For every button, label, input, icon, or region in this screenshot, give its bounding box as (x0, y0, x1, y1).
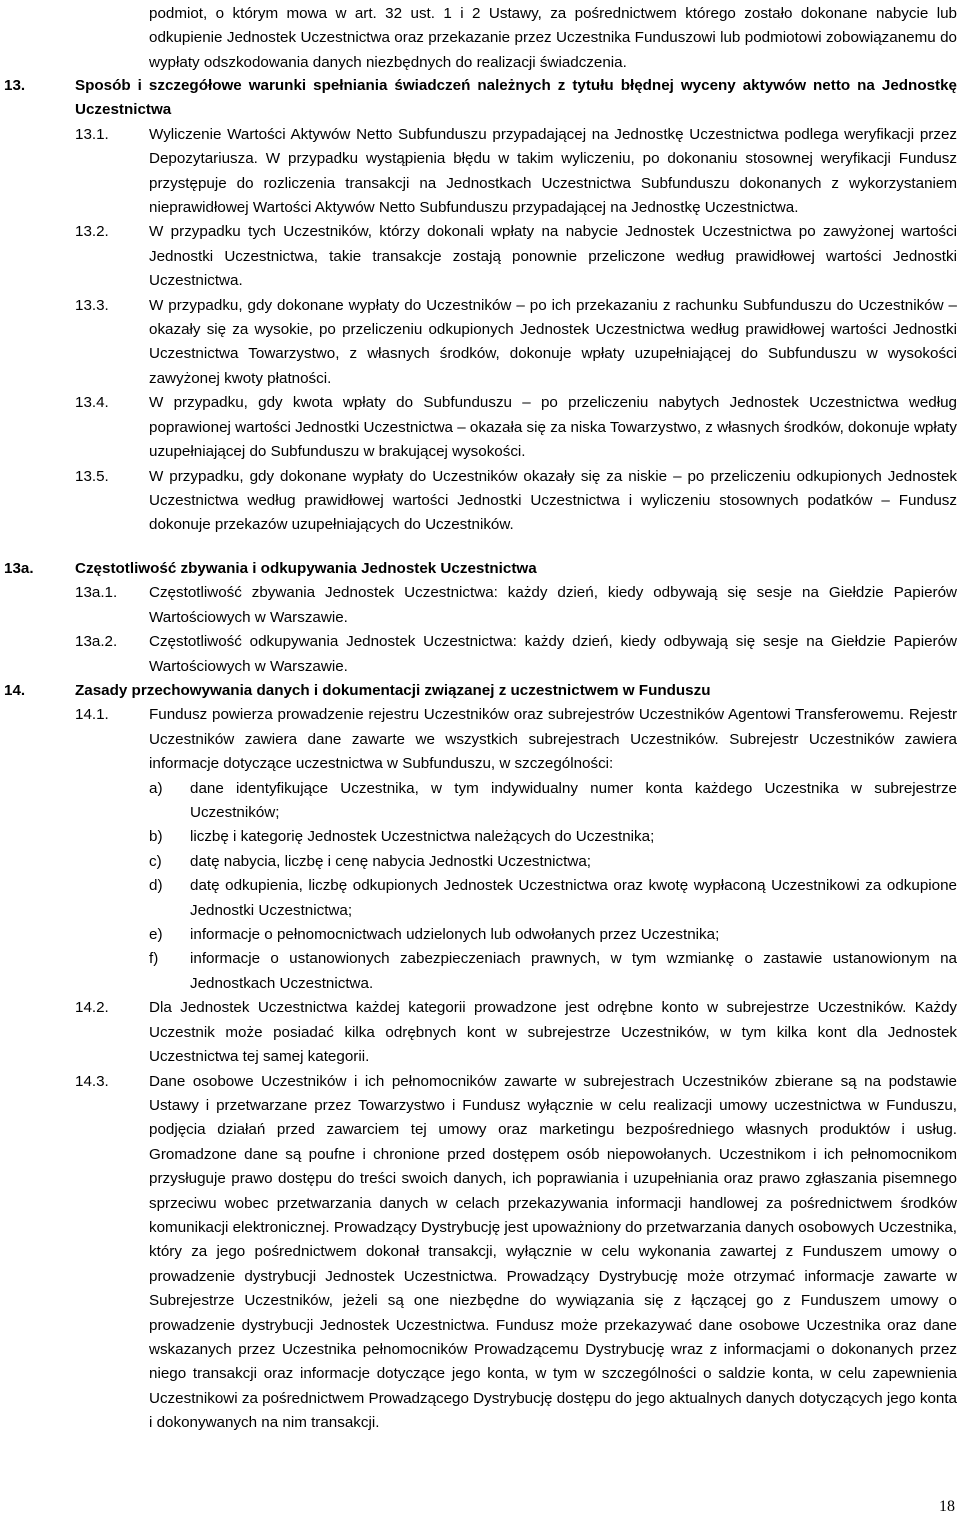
paragraph-13-1: 13.1. Wyliczenie Wartości Aktywów Netto Subfunduszu przypadającej na Jednostkę Uczestnictwa podlega weryfikacji przez Depozytariusza. W przypadku wystąpienia błędu w takim wyliczeniu, po dokonaniu stosownej weryfikacji Fundusz przystępuje do rozliczenia transakcji na Jednostkach Uczestnictwa Subfunduszu dokonanych z wykorzystaniem nieprawidłowej Wartości Aktywów Netto Subfunduszu przypadającej na Jednostkę Uczestnictwa. (75, 125, 957, 217)
section-13a-number: 13a. (4, 560, 34, 577)
list-item: b) liczbę i kategorię Jednostek Uczestnictwa należących do Uczestnika; (149, 828, 655, 846)
continuation-paragraph: podmiot, o którym mowa w art. 32 ust. 1 i 2 Ustawy, za pośrednictwem którego zostało dokonane nabycie lub odkupienie Jednostek Uczestnictwa oraz przekazanie przez Uczestnika Funduszowi lub podmiotowi zobowiązanemu do wypłaty odszkodowania danych niezbędnych do realizacji świadczenia. (149, 5, 957, 71)
paragraph-13-3: 13.3. W przypadku, gdy dokonane wypłaty do Uczestników – po ich przekazaniu z rachunku Subfunduszu do Uczestników – okazały się za wysokie, po przeliczeniu odkupionych Jednostek Uczestnictwa według prawidłowej wartości Jednostki Uczestnictwa Towarzystwo, z własnych środków, dokonuje wpłaty uzupełniającej do Subfunduszu w wysokości zawyżonej kwoty płatności. (75, 296, 957, 387)
list-item: c) datę nabycia, liczbę i cenę nabycia Jednostki Uczestnictwa; (149, 852, 591, 870)
section-13a-heading (0, 557, 957, 581)
paragraph-13-5: 13.5. W przypadku, gdy dokonane wypłaty do Uczestników okazały się za niskie – po przeliczeniu odkupionych Jednostek Uczestnictwa według prawidłowej wartości Jednostki Uczestnictwa i wyliczeniu stosownych podatków – Fundusz dokonuje przekazów uzupełniających do Uczestników. (75, 467, 957, 534)
section-14-heading (0, 679, 957, 703)
paragraph-13-2: 13.2. W przypadku tych Uczestników, którzy dokonali wpłaty na nabycie Jednostek Uczestnictwa po zawyżonej wartości Jednostki Uczestnictwa, takie transakcje zostają ponownie przeliczone według prawidłowej wartości Jednostki Uczestnictwa. (75, 223, 957, 290)
list-item: e) informacje o pełnomocnictwach udzielonych lub odwołanych przez Uczestnika; (149, 926, 720, 944)
section-13a (0, 557, 957, 679)
subregister-contents-list (0, 777, 957, 997)
paragraph-13a-2: 13a.2. Częstotliwość odkupywania Jednostek Uczestnictwa: każdy dzień, kiedy odbywają się sesje na Giełdzie Papierów Wartościowych w Warszawie. (75, 633, 957, 675)
section-13a-title: Częstotliwość zbywania i odkupywania Jednostek Uczestnictwa (75, 560, 537, 577)
section-14-title: Zasady przechowywania danych i dokumentacji związanej z uczestnictwem w Funduszu (75, 682, 711, 699)
paragraph-14-3: 14.3. Dane osobowe Uczestników i ich pełnomocników zawarte w subrejestrach Uczestników zbierane są na podstawie Ustawy i przetwarzane przez Towarzystwo i Fundusz wyłącznie w celu realizacji umowy uczestnictwa w Funduszu, podjęcia działań przed zawarciem tej umowy oraz marketingu bezpośredniego własnych produktów i usług. Gromadzone dane są poufne i chronione przed dostępem osób niepowołanych. Uczestnikom i ich pełnomocnikom przysługuje prawo dostępu do treści swoich danych, ich poprawiania i uzupełniania oraz prawo zgłaszania pisemnego sprzeciwu wobec przetwarzania danych w celach przekazywania informacji handlowej za pośrednictwem środków komunikacji elektronicznej. Prowadzący Dystrybucję jest upoważniony do przetwarzania danych osobowych Uczestnika, który za jego pośrednictwem dokonał transakcji, wyłącznie w celu wykonania zawartej z Funduszem umowy o prowadzenie dystrybucji Jednostek Uczestnictwa. Prowadzący Dystrybucję może otrzymać informacje zawarte w Subrejestrze Uczestników, jeżeli są one niezbędne do wywiązania się z łączącej go z Funduszem umowy o prowadzenie dystrybucji Jednostek Uczestnictwa. Fundusz może przekazywać dane osobowe Uczestnika oraz dane wskazanych przez Uczestnika pełnomocników Prowadzącemu Dystrybucję wraz z informacjami o dokonanych przez niego transakcji oraz informacje dotyczące jego konta, w tym w szczególności o saldzie konta, w celu zapewnienia Uczestnikowi za pośrednictwem Prowadzącego Dystrybucję dostępu do jego aktualnych danych dotyczących jego konta i dokonywanych na nim transakcji. (75, 1072, 957, 1432)
paragraph-13a-1: 13a.1. Częstotliwość zbywania Jednostek Uczestnictwa: każdy dzień, kiedy odbywają się sesje na Giełdzie Papierów Wartościowych w Warszawie. (75, 584, 957, 626)
section-13 (0, 74, 957, 538)
section-13-heading (0, 74, 957, 123)
section-13-title: Sposób i szczegółowe warunki spełniania świadczeń należnych z tytułu błędnej wyceny aktywów netto na Jednostkę Uczestnictwa (75, 77, 957, 119)
list-item: a) dane identyfikujące Uczestnika, w tym indywidualny numer konta każdego Uczestnika w subrejestrze Uczestników; (149, 779, 957, 822)
list-item: f) informacje o ustanowionych zabezpieczeniach prawnych, w tym wzmiankę o zastawie ustanowionym na Jednostkach Uczestnictwa. (149, 950, 957, 992)
paragraph-14-1: 14.1. Fundusz powierza prowadzenie rejestru Uczestników oraz subrejestrów Uczestników Agentowi Transferowemu. Rejestr Uczestników zawiera dane zawarte we wszystkich subrejestrach Uczestników. Subrejestr Uczestników zawiera informacje dotyczące uczestnictwa w Subfunduszu, w szczególności: (75, 706, 957, 773)
list-item: d) datę odkupienia, liczbę odkupionych Jednostek Uczestnictwa oraz kwotę wypłaconą Uczestnikowi za odkupione Jednostki Uczestnictwa; (149, 877, 957, 919)
section-14-number: 14. (4, 682, 26, 699)
section-14 (0, 679, 957, 1436)
page-number: 18 (939, 1497, 955, 1515)
paragraph-13-4: 13.4. W przypadku, gdy kwota wpłaty do Subfunduszu – po przeliczeniu nabytych Jednostek Uczestnictwa według poprawionej wartości Jednostki Uczestnictwa – okazała się za niska Towarzystwo, z własnych środków, dokonuje wpłaty uzupełniającej do Subfunduszu w brakującej wysokości. (75, 394, 957, 461)
paragraph-14-2: 14.2. Dla Jednostek Uczestnictwa każdej kategorii prowadzone jest odrębne konto w subrejestrze Uczestników. Każdy Uczestnik może posiadać kilka odrębnych kont w subrejestrze Uczestników, w tym kilka kont dla Jednostek Uczestnictwa tej samej kategorii. (75, 999, 957, 1066)
section-13-number: 13. (4, 77, 26, 94)
